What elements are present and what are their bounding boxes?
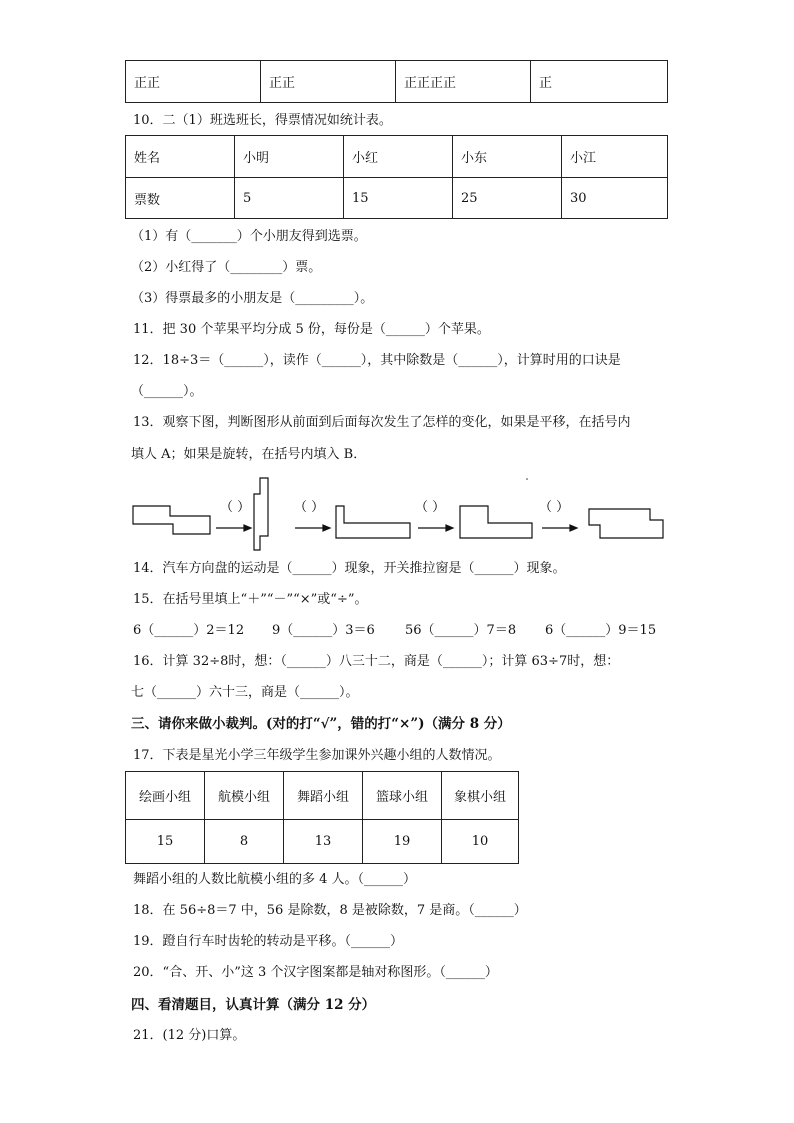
vote-header-cell: 小明	[235, 136, 344, 178]
q21: 21．(12 分)口算。	[133, 1028, 246, 1043]
vote-header-cell: 姓名	[126, 136, 235, 178]
shape-5	[589, 509, 663, 538]
q15-item: 56（______）7＝8	[405, 623, 517, 638]
transformation-figure	[130, 473, 670, 553]
q10-sub1: （1）有（_______）个小朋友得到选票。	[131, 229, 367, 244]
vote-cell: 30	[562, 178, 668, 219]
q20: 20．“合、开、小”这 3 个汉字图案都是轴对称图形。（______）	[133, 965, 498, 980]
paren-3: （ ）	[415, 500, 446, 515]
vote-cell: 15	[344, 178, 453, 219]
vote-header-cell: 小东	[453, 136, 562, 178]
q15-item: 6（______）2＝12	[133, 623, 245, 638]
group-value-cell: 10	[442, 820, 519, 864]
group-value-cell: 8	[205, 820, 284, 864]
tally-cell: 正	[531, 61, 668, 103]
q17-text: 17．下表是星光小学三年级学生参加课外兴趣小组的人数情况。	[133, 748, 501, 763]
q14: 14．汽车方向盘的运动是（______）现象，开关推拉窗是（______）现象。	[133, 561, 566, 576]
q10-sub2: （2）小红得了（________）票。	[131, 260, 322, 275]
q12-line2: （______）。	[131, 384, 203, 399]
q19: 19．蹬自行车时齿轮的转动是平移。（______）	[133, 934, 404, 949]
group-value-cell: 15	[126, 820, 205, 864]
shape-3	[336, 506, 410, 538]
shape-1	[133, 506, 210, 534]
vote-cell: 25	[453, 178, 562, 219]
group-value-cell: 13	[284, 820, 363, 864]
q13-line2: 填人 A；如果是旋转，在括号内填入 B．	[131, 447, 367, 462]
group-header-cell: 象棋小组	[442, 772, 519, 820]
q16-line1: 16．计算 32÷8时，想：（______）八三十二，商是（______）；计算 63÷7时，想：	[133, 654, 620, 669]
section-4-heading: 四、看清题目，认真计算（满分 12 分）	[131, 997, 376, 1013]
q11: 11．把 30 个苹果平均分成 5 份，每份是（______）个苹果。	[133, 322, 490, 337]
q16-line2: 七（______）六十三，商是（______）。	[131, 685, 359, 700]
paren-2: （ ）	[294, 500, 325, 515]
q15-item: 6（______）9＝15	[545, 623, 657, 638]
group-header-cell: 舞蹈小组	[284, 772, 363, 820]
q15: 15．在括号里填上“＋”“－”“×”或“÷”。	[133, 592, 368, 607]
tally-cell: 正正	[261, 61, 396, 103]
paren-1: （ ）	[220, 500, 251, 515]
q10-text: 10．二（1）班选班长，得票情况如统计表。	[133, 113, 392, 128]
vote-header-cell: 小红	[344, 136, 453, 178]
section-3-heading: 三、请你来做小裁判。(对的打“√”，错的打“×”)（满分 8 分）	[131, 716, 511, 732]
q17-statement: 舞蹈小组的人数比航模小组的多 4 人。（______）	[133, 872, 417, 887]
shape-4	[460, 506, 532, 538]
vote-header-cell: 小江	[562, 136, 668, 178]
group-header-cell: 绘画小组	[126, 772, 205, 820]
q13-line1: 13．观察下图，判断图形从前面到后面每次发生了怎样的变化，如果是平移，在括号内	[133, 415, 631, 430]
group-header-cell: 航模小组	[205, 772, 284, 820]
q18: 18．在 56÷8＝7 中，56 是除数，8 是被除数，7 是商。（______）	[133, 903, 527, 918]
vote-cell: 5	[235, 178, 344, 219]
tally-cell: 正正	[126, 61, 261, 103]
q15-item: 9（______）3＝6	[272, 623, 375, 638]
group-header-cell: 篮球小组	[363, 772, 442, 820]
q12-line1: 12．18÷3＝（______），读作（______），其中除数是（______），计算时用的口诀是	[133, 353, 621, 368]
shape-2	[254, 478, 268, 550]
vote-cell: 票数	[126, 178, 235, 219]
group-value-cell: 19	[363, 820, 442, 864]
paren-4: （ ）	[539, 500, 570, 515]
vote-table	[125, 135, 668, 219]
interest-group-table	[125, 771, 519, 864]
tally-cell: 正正正正	[396, 61, 531, 103]
q10-sub3: （3）得票最多的小朋友是（_________）。	[131, 291, 374, 306]
tally-table	[125, 60, 668, 103]
